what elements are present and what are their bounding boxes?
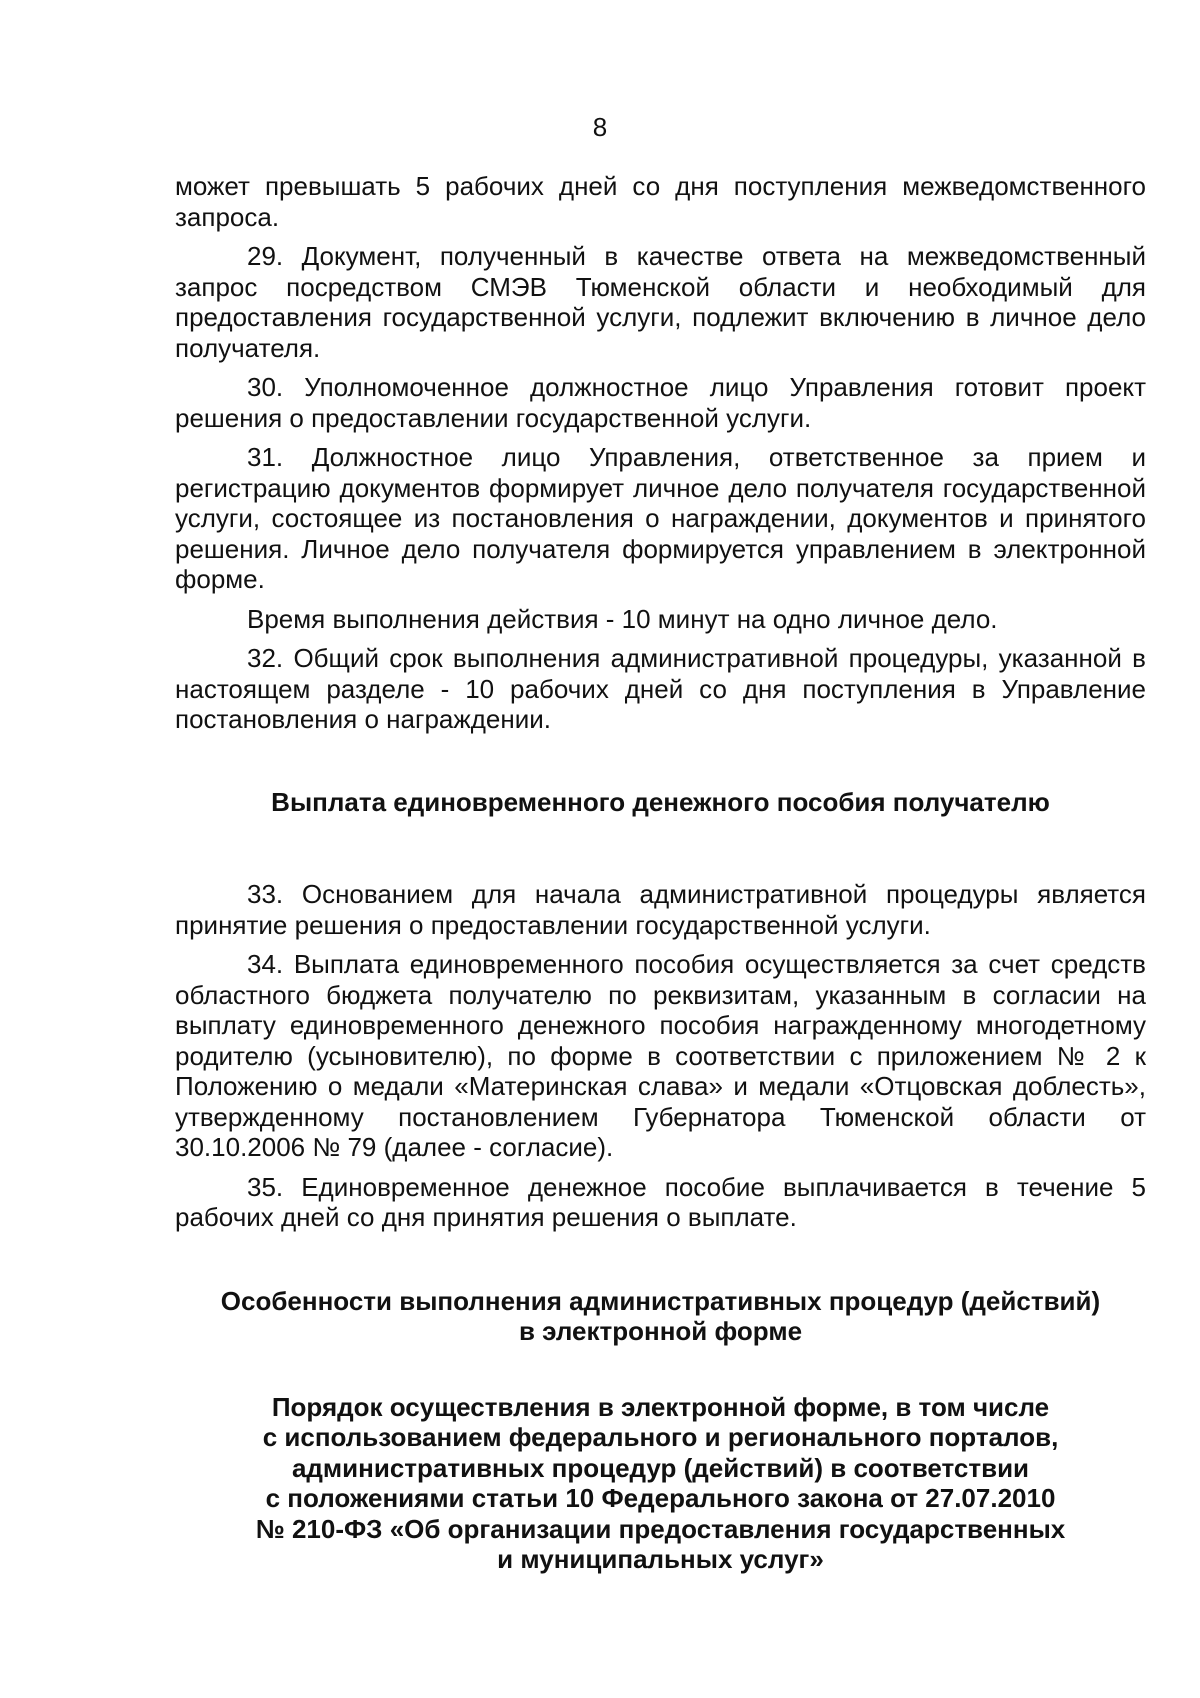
document-body: [175, 171, 1146, 1575]
paragraph-34: 34. Выплата единовременного пособия осуществляется за счет средств областного бюджета получателю по реквизитам, указанным в согласии на выплату единовременного денежного пособия награжденному многодетному родителю (усыновителю), по форме в соответствии с приложением № 2 к Положению о медали «Материнская слава» и медали «Отцовская доблесть», утвержденному постановлением Губернатора Тюменской области от 30.10.2006 № 79 (далее - согласие).: [175, 949, 1146, 1162]
paragraph-29: 29. Документ, полученный в качестве ответа на межведомственный запрос посредством СМЭВ Тюменской области и необходимый для предоставления государственной услуги, подлежит включению в личное дело получателя.: [175, 241, 1146, 363]
section-heading-electronic-line-2: в электронной форме: [518, 1316, 803, 1346]
paragraph-30: 30. Уполномоченное должностное лицо Управления готовит проект решения о предоставлении государственной услуги.: [175, 372, 1146, 433]
section-heading-procedure-line-2: с использованием федерального и регионального порталов,: [262, 1422, 1059, 1452]
section-heading-electronic: [175, 1286, 1146, 1347]
paragraph-continuation: может превышать 5 рабочих дней со дня поступления межведомственного запроса.: [175, 171, 1146, 232]
paragraph-32: 32. Общий срок выполнения административной процедуры, указанной в настоящем разделе - 10 рабочих дней со дня поступления в Управление постановления о награждении.: [175, 643, 1146, 734]
paragraph-35: 35. Единовременное денежное пособие выплачивается в течение 5 рабочих дней со дня принятия решения о выплате.: [175, 1171, 1146, 1232]
section-heading-procedure: [175, 1392, 1146, 1575]
section-heading-payment: Выплата единовременного денежного пособия получателю: [271, 786, 1050, 817]
paragraph-action-time: Время выполнения действия - 10 минут на одно личное дело.: [247, 603, 998, 634]
section-heading-procedure-line-4: с положениями статьи 10 Федерального закона от 27.07.2010: [265, 1483, 1056, 1513]
paragraph-31: 31. Должностное лицо Управления, ответственное за прием и регистрацию документов формирует личное дело получателя государственной услуги, состоящее из постановления о награждении, документов и принятого решения. Личное дело получателя формируется управлением в электронной форме.: [175, 442, 1146, 594]
section-heading-electronic-line-1: Особенности выполнения административных процедур (действий): [220, 1285, 1101, 1316]
section-heading-procedure-line-3: административных процедур (действий) в соответствии: [291, 1452, 1030, 1483]
section-heading-procedure-line-6: и муниципальных услуг»: [497, 1544, 824, 1574]
page-number: 8: [592, 112, 608, 142]
paragraph-33: 33. Основанием для начала административной процедуры является принятие решения о предоставлении государственной услуги.: [175, 879, 1146, 940]
section-heading-procedure-line-1: Порядок осуществления в электронной форме, в том числе: [271, 1391, 1050, 1422]
section-heading-procedure-line-5: № 210-ФЗ «Об организации предоставления государственных: [255, 1513, 1066, 1544]
